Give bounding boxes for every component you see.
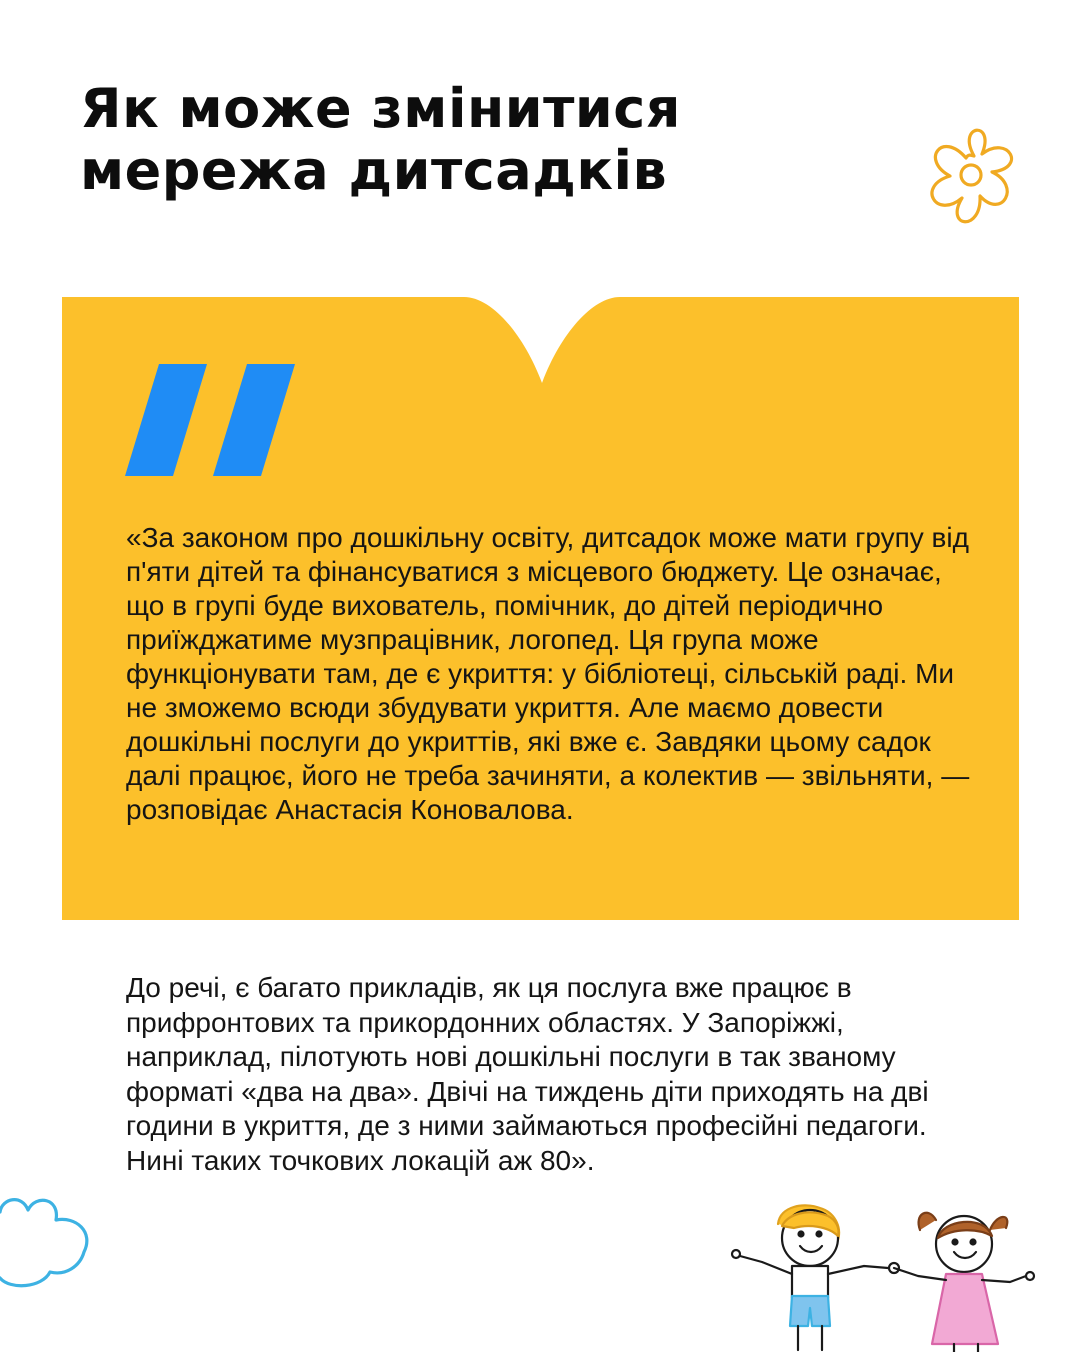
- cloud-icon: [0, 1192, 96, 1292]
- children-illustration: [728, 1196, 1038, 1352]
- quote-text: «За законом про дошкільну освіту, дитсадок може мати групу від п'яти дітей та фінансуватися з місцевого бюджету. Це означає, що в групі буде вихователь, помічник, до дітей періодично приїжджатиме музпрацівник, логопед. Ця група може функціонувати там, де є укриття: у бібліотеці, сільській раді. Ми не зможемо всюди збудувати укриття. Але маємо довести дошкільні послуги до укриттів, які вже є. Завдяки цьому садок далі працює, його не треба зачиняти, а колектив — звільняти, — розповідає Анастасія Коновалова.: [126, 522, 970, 825]
- page-title: [80, 78, 900, 202]
- body-paragraph: До речі, є багато прикладів, як ця послуга вже працює в прифронтових та прикордонних областях. У Запоріжжі, наприклад, пілотують нові дошкільні послуги в так званому форматі «два на два». Двічі на тиждень діти приходять на дві години в укриття, де з ними займаються професійні педагоги. Нині таких точкових локацій аж 80».: [126, 972, 929, 1176]
- flower-icon: [916, 120, 1032, 236]
- quote-mark-icon: [125, 364, 295, 476]
- page-title-line-2: мережа дитсадків: [80, 139, 668, 202]
- page-title-line-1: Як може змінитися: [80, 77, 681, 140]
